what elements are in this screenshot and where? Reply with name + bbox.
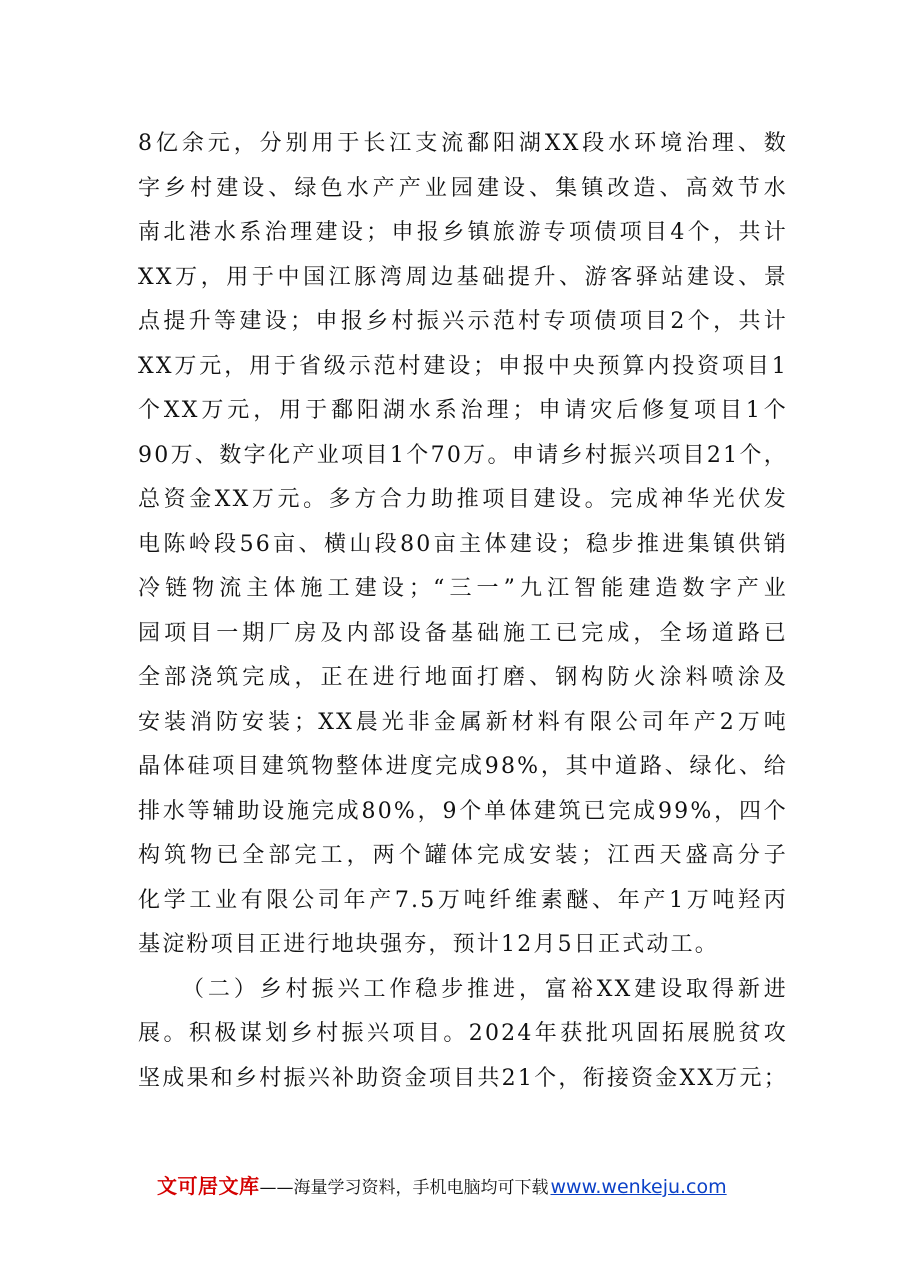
footer-brand-logo: 文可居文库 (157, 1174, 260, 1198)
section-heading-line: （二）乡村振兴工作稳步推进，富裕XX建设取得新进 (182, 976, 788, 1002)
footer-website-link[interactable]: www.wenkeju.com (550, 1176, 727, 1198)
text-line: 晶体硅项目建筑物整体进度完成98%，其中道路、绿化、给 (138, 754, 788, 779)
text-line: 总资金XX万元。多方合力助推项目建设。完成神华光伏发 (138, 487, 788, 512)
text-line: 个XX万元，用于鄱阳湖水系治理；申请灾后修复项目1个 (138, 398, 788, 423)
text-line: 化学工业有限公司年产7.5万吨纤维素醚、年产1万吨羟丙 (138, 887, 788, 913)
text-line: XX万元，用于省级示范村建设；申报中央预算内投资项目1 (138, 353, 788, 379)
paragraph-projects (138, 122, 788, 968)
text-line: 园项目一期厂房及内部设备基础施工已完成，全场道路已 (138, 620, 788, 646)
text-line: 基淀粉项目正进行地块强夯，预计12月5日正式动工。 (138, 932, 719, 957)
text-line: 安装消防安装；XX晨光非金属新材料有限公司年产2万吨 (138, 709, 788, 735)
text-line: 冷链物流主体施工建设；“三一”九江智能建造数字产业 (138, 576, 788, 601)
text-line: 电陈岭段56亩、横山段80亩主体建设；稳步推进集镇供销 (138, 531, 788, 557)
body-text (138, 122, 788, 1101)
text-line: 构筑物已全部完工，两个罐体完成安装；江西天盛高分子 (138, 843, 788, 868)
text-line: 排水等辅助设施完成80%，9个单体建筑已完成99%，四个 (138, 798, 788, 824)
text-line: 8亿余元，分别用于长江支流鄱阳湖XX段水环境治理、数 (138, 131, 788, 156)
text-line: 点提升等建设；申报乡村振兴示范村专项债项目2个，共计 (138, 309, 788, 334)
text-line: 全部浇筑完成，正在进行地面打磨、钢构防火涂料喷涂及 (138, 665, 788, 690)
text-line: 坚成果和乡村振兴补助资金项目共21个，衔接资金XX万元； (138, 1065, 788, 1091)
text-line: 南北港水系治理建设；申报乡镇旅游专项债项目4个，共计 (138, 220, 788, 245)
text-line: XX万，用于中国江豚湾周边基础提升、游客驿站建设、景 (138, 264, 788, 290)
footer-banner (157, 1170, 797, 1210)
text-line: 展。积极谋划乡村振兴项目。2024年获批巩固拓展脱贫攻 (138, 1021, 788, 1046)
paragraph-rural-revitalization (138, 968, 788, 1102)
footer-tagline: ——海量学习资料，手机电脑均可下载 (259, 1178, 549, 1198)
text-line: 字乡村建设、绿色水产产业园建设、集镇改造、高效节水 (138, 175, 788, 201)
text-line: 90万、数字化产业项目1个70万。申请乡村振兴项目21个， (138, 442, 788, 468)
